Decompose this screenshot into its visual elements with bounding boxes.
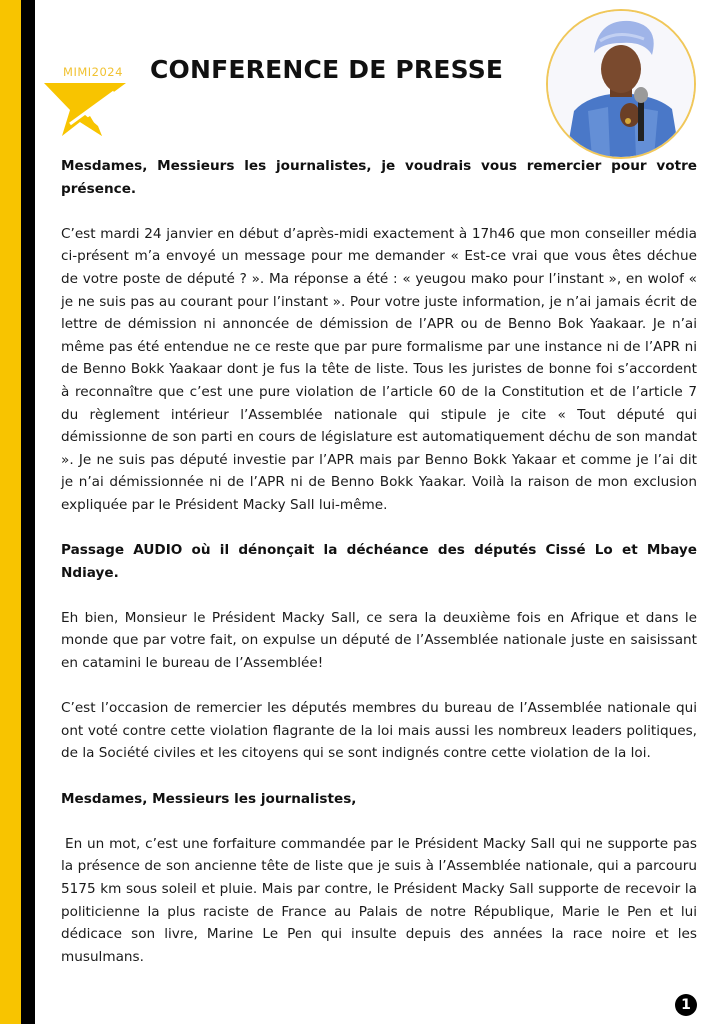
greeting-heading: Mesdames, Messieurs les journalistes, je voudrais vous remercier pour votre présence.	[61, 158, 697, 197]
page-title: CONFERENCE DE PRESSE	[150, 55, 504, 84]
paragraph-address-president: Eh bien, Monsieur le Président Macky Sall, ce sera la deuxième fois en Afrique et dans le monde que par votre fait, on expulse un député de l’Assemblée nationale juste en saisissant en catamini le bureau de l’Assemblée!	[61, 609, 697, 672]
logo-text: MIMI2024	[63, 65, 123, 79]
page-number-badge: 1	[675, 994, 697, 1016]
audio-passage-heading: Passage AUDIO où il dénonçait la déchéance des députés Cissé Lo et Mbaye Ndiaye.	[61, 542, 697, 581]
mimi2024-logo	[40, 60, 130, 135]
press-release-body	[61, 155, 697, 991]
paragraph-conclusion: En un mot, c’est une forfaiture commandée par le Président Macky Sall qui ne supporte pas la présence de son ancienne tête de liste que je suis à l’Assemblée nationale, qui a parcouru 5175 km sous soleil et pluie. Mais par contre, le Président Macky Sall supporte de recevoir la politicienne la plus raciste de France au Palais de notre République, Marie le Pen et lui dédicace son livre, Marine Le Pen qui insulte depuis des années la race noire et les musulmans.	[61, 835, 697, 965]
journalists-heading: Mesdames, Messieurs les journalistes,	[61, 790, 357, 807]
star-icon	[40, 78, 130, 138]
portrait-illustration	[548, 11, 694, 157]
paragraph-thanks: C’est l’occasion de remercier les députés membres du bureau de l’Assemblée nationale qui ont voté contre cette violation flagrante de la loi mais aussi les nombreux leaders politiques, de la Société civiles et les citoyens qui se sont indignés contre cette violation de la loi.	[61, 700, 697, 762]
paragraph-account: C’est mardi 24 janvier en début d’après-midi exactement à 17h46 que mon conseiller média ci-présent m’a envoyé un message pour me demander « Est-ce vrai que vous êtes déchue de votre poste de député ? ». Ma réponse a été : « yeugou mako pour l’instant », en wolof « je ne suis pas au courant pour l’instant ». Pour votre juste information, je n’ai jamais écrit de lettre de démission ni annoncée de démission de l’APR ou de Benno Bok Yaakaar. Je n’ai même pas été entendue ne ce reste que par pure formalisme par une instance ni de l’APR ni de Benno Bokk Yaakaar dont je fus la tête de liste. Tous les juristes de bonne foi s’accordent à reconnaître que c’est une pure violation de l’article 60 de la Constitution et de l’article 7 du règlement intérieur l’Assemblée nationale qui stipule je cite « Tout député qui démissionne de son parti en cours de législature est automatiquement déchu de son mandat ». Je ne suis pas député investie par l’APR mais par Benno Bokk Yakaar et comme je l’ai dit je n’ai démissionnée ni de l’APR ni de Benno Bokk Yaakar. Voilà la raison de mon exclusion expliquée par le Président Macky Sall lui-même.	[61, 225, 697, 513]
left-black-stripe	[21, 0, 35, 1024]
speaker-portrait	[546, 9, 696, 159]
left-yellow-stripe	[0, 0, 21, 1024]
